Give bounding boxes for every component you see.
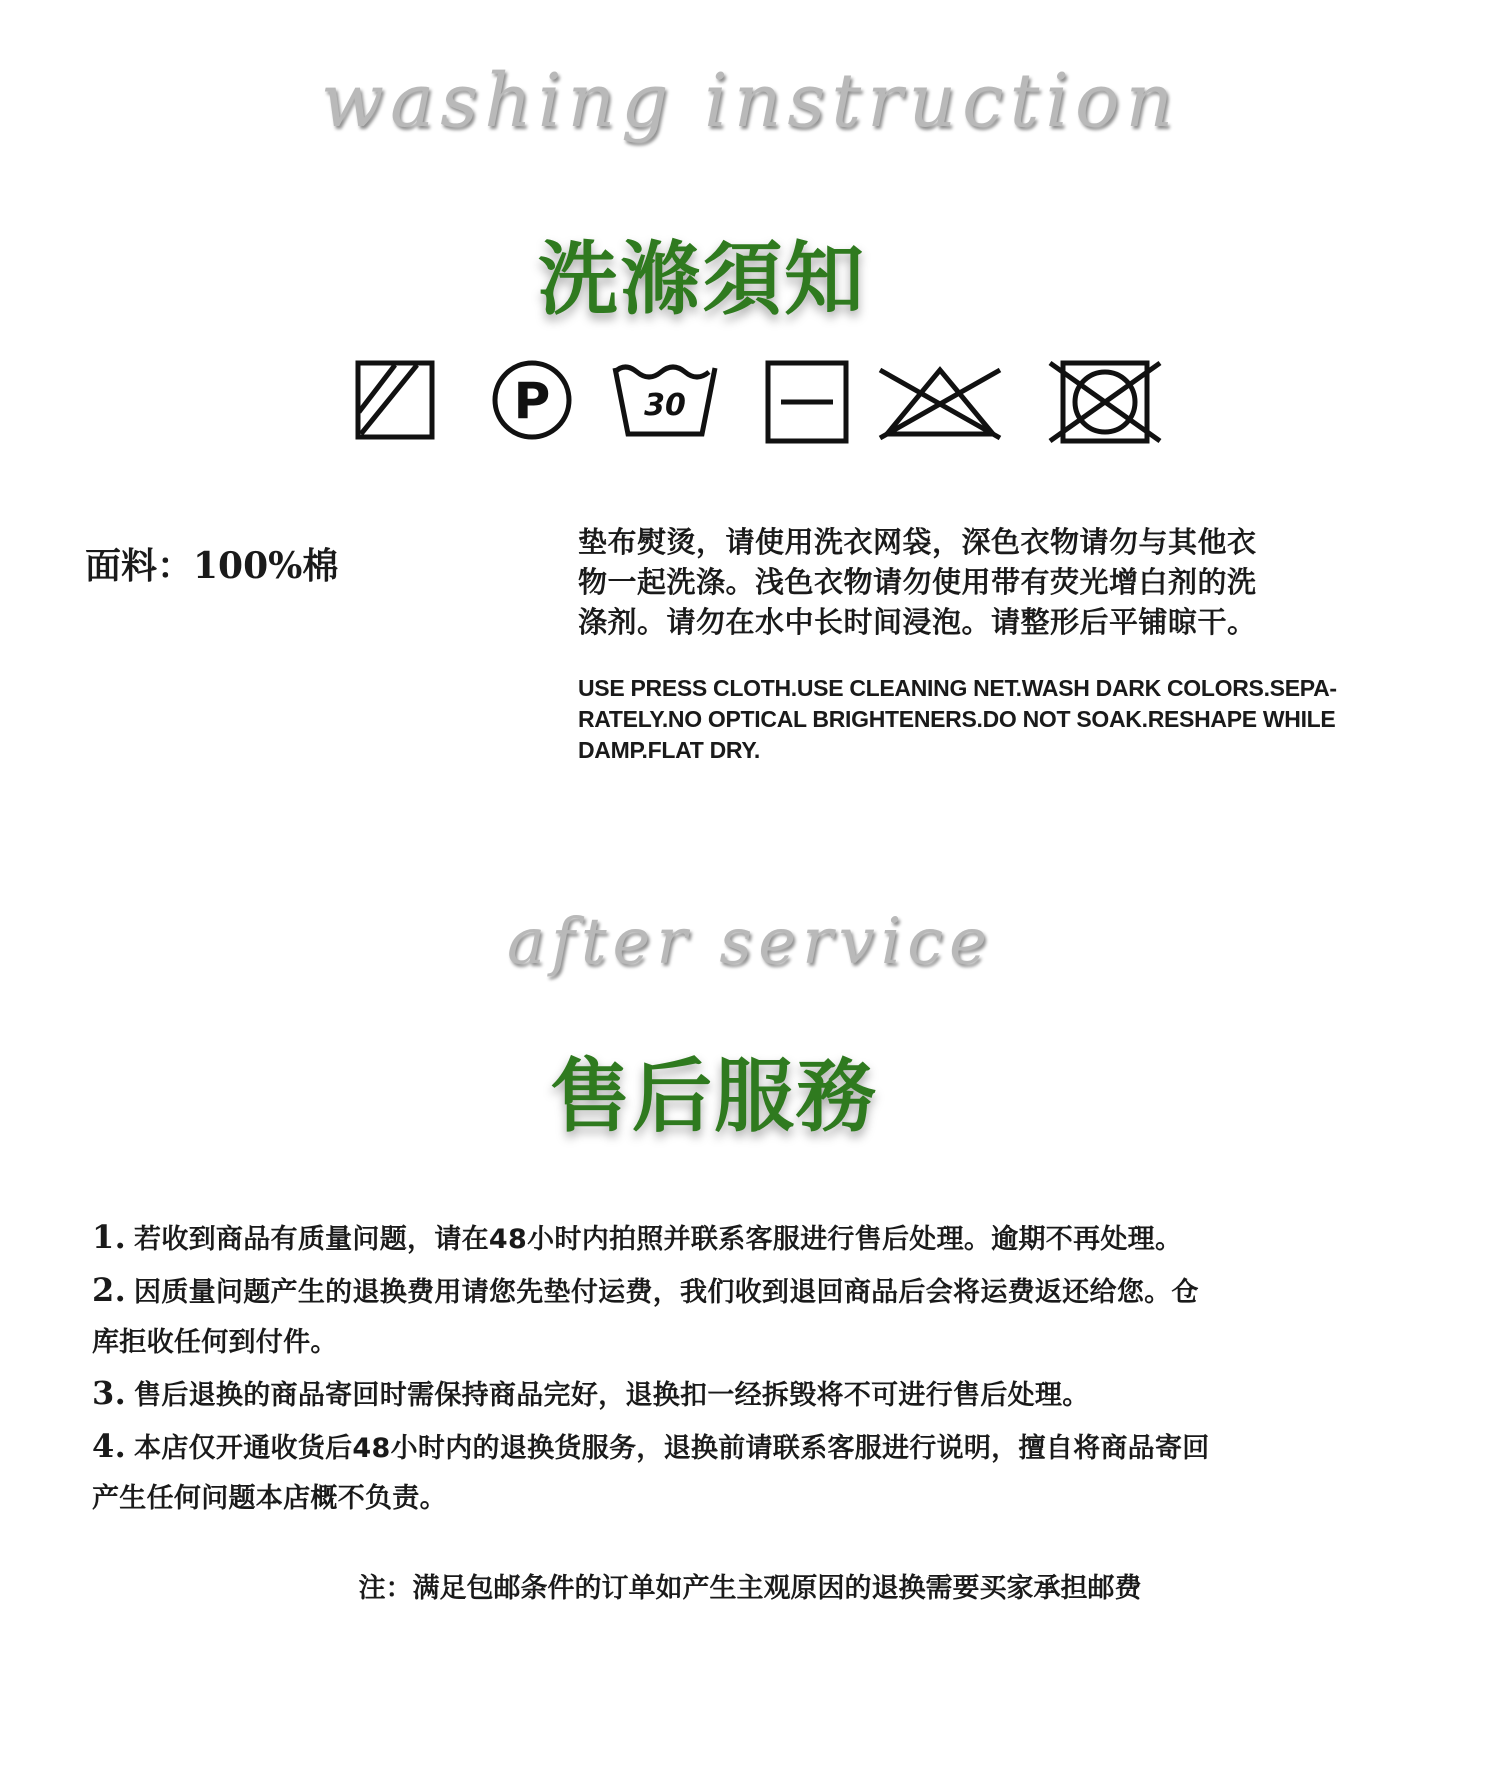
care-instructions-cn	[578, 522, 1408, 642]
washing-title-cn: 洗滌須知	[538, 233, 866, 326]
list-item-text: 本店仅开通收货后48小时内的退换货服务，退换前请联系客服进行说明，擅自将商品寄回	[134, 1433, 1210, 1464]
list-item-text: 若收到商品有质量问题，请在48小时内拍照并联系客服进行售后处理。逾期不再处理。	[134, 1224, 1183, 1255]
care-cn-line: 物一起洗涤。浅色衣物请勿使用带有荧光增白剂的洗	[578, 565, 1257, 599]
list-item-text: 因质量问题产生的退换费用请您先垫付运费，我们收到退回商品后会将运费返还给您。仓	[134, 1277, 1199, 1308]
iron-with-press-cloth-icon	[355, 360, 435, 440]
list-item-number: 2.	[92, 1271, 127, 1309]
list-item	[92, 1421, 1422, 1524]
wash-temp-label: 30	[644, 388, 686, 423]
list-item-number: 1.	[92, 1218, 127, 1256]
do-not-bleach-icon	[875, 360, 1005, 444]
flat-dry-icon	[765, 360, 849, 444]
wash-30-degrees-icon	[610, 360, 720, 444]
svg-text:P: P	[513, 372, 551, 430]
after-service-title-cn: 售后服務	[550, 1050, 878, 1143]
care-icons-row	[350, 360, 1170, 460]
fabric-composition: 面料：100%棉	[85, 545, 339, 587]
washing-instruction-title: washing instruction	[320, 58, 1180, 144]
list-item-text-continued: 产生任何问题本店概不负责。	[92, 1483, 447, 1514]
do-not-tumble-dry-icon	[1045, 360, 1165, 444]
list-item	[92, 1265, 1422, 1368]
list-item	[92, 1212, 1422, 1265]
care-en-line: DAMP.FLAT DRY.	[578, 737, 760, 763]
list-item-number: 3.	[92, 1374, 127, 1412]
care-cn-line: 涤剂。请勿在水中长时间浸泡。请整形后平铺晾干。	[578, 605, 1257, 639]
shipping-note: 注：满足包邮条件的订单如产生主观原因的退换需要买家承担邮费	[358, 1573, 1142, 1604]
care-instructions-en	[578, 673, 1408, 766]
after-service-list	[92, 1212, 1422, 1524]
care-en-line: RATELY.NO OPTICAL BRIGHTENERS.DO NOT SOAK.RESHAPE WHILE	[578, 706, 1336, 732]
professional-dry-clean-p-icon	[490, 360, 574, 444]
list-item-number: 4.	[92, 1427, 127, 1465]
care-cn-line: 垫布熨烫，请使用洗衣网袋，深色衣物请勿与其他衣	[578, 525, 1257, 559]
list-item-text-continued: 库拒收任何到付件。	[92, 1327, 338, 1358]
list-item	[92, 1368, 1422, 1421]
care-en-line: USE PRESS CLOTH.USE CLEANING NET.WASH DARK COLORS.SEPA-	[578, 675, 1337, 701]
after-service-title: after service	[506, 905, 994, 979]
list-item-text: 售后退换的商品寄回时需保持商品完好，退换扣一经拆毁将不可进行售后处理。	[134, 1380, 1090, 1411]
